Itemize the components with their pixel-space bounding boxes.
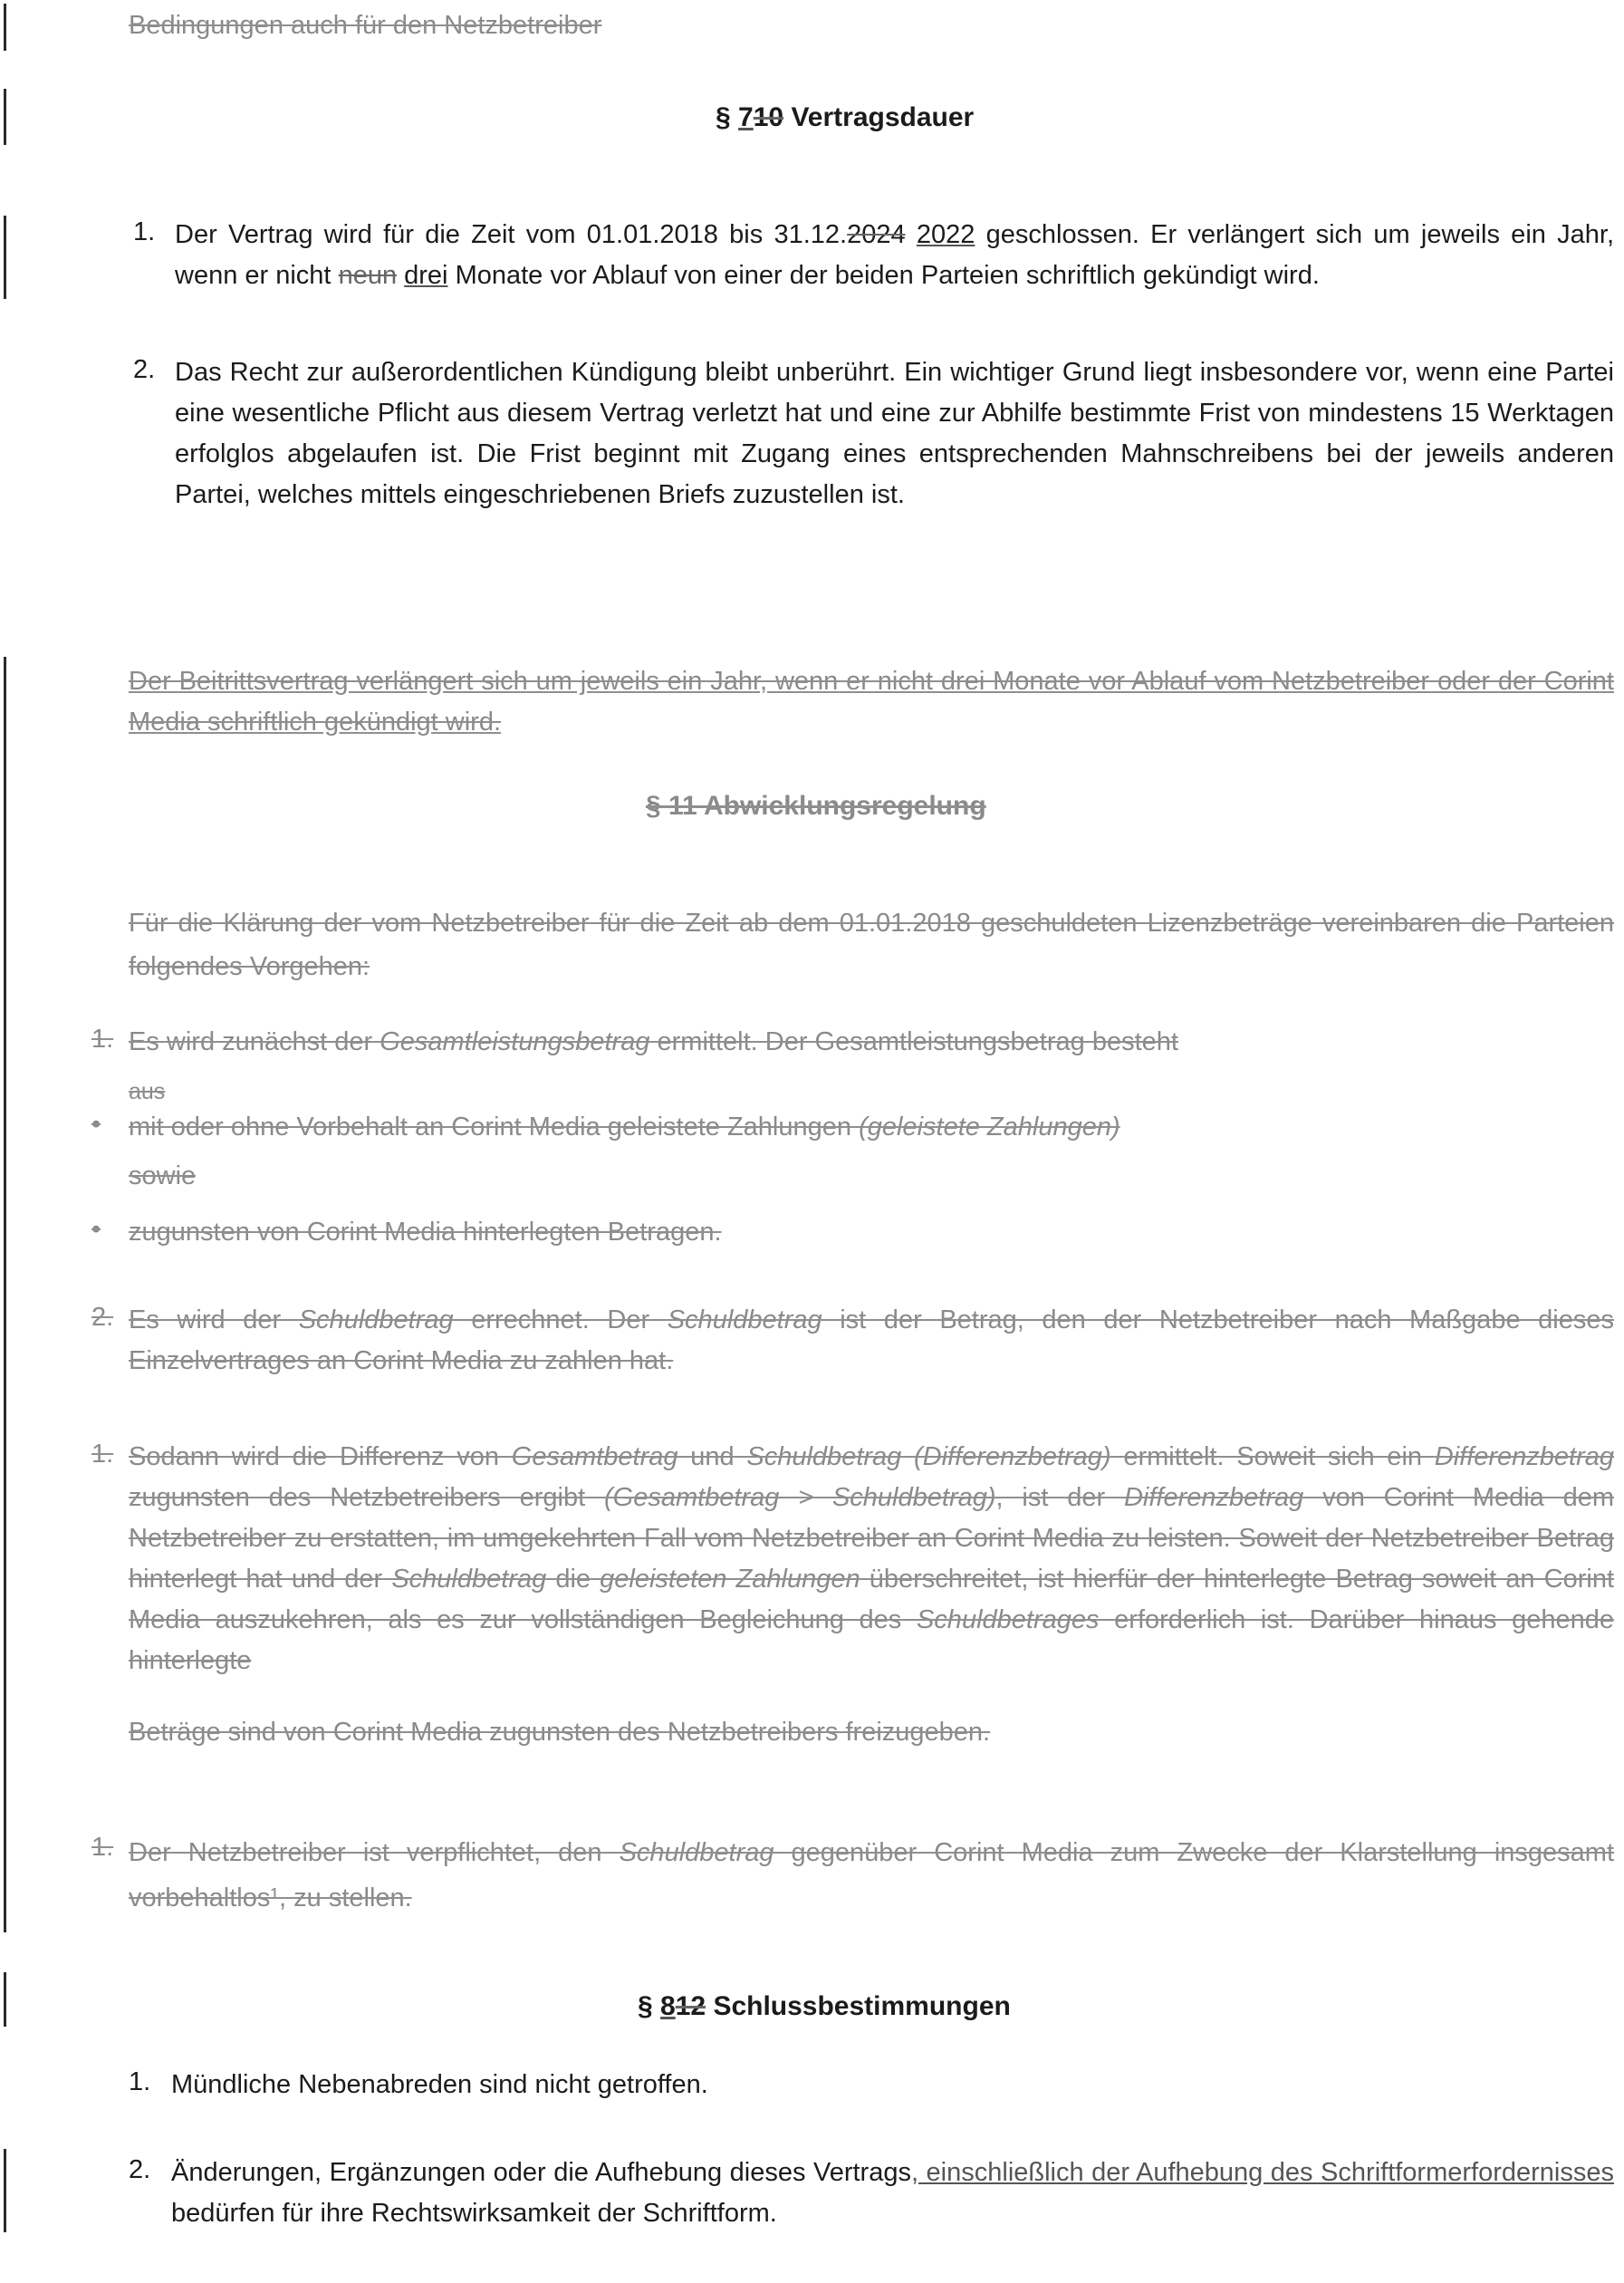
list-item: Sodann wird die Differenz von Gesamtbetrag und Schuldbetrag (Differenzbetrag) ermittelt. Soweit sich ein Differenzbetrag zugunsten des Netzbetreibers ergibt (Gesamtbetrag > Schuldbetrag), ist der Differenzbetrag von Corint Media dem Netzbetreiber zu erstatten, im umgekehrten Fall vom Netzbetreiber an Corint Media zu leisten. Soweit der Netzbetreiber Betrag hinterlegt hat und der Schuldbetrag die geleisteten Zahlungen überschreitet, ist hierfür der hinterlegte Betrag soweit an Corint Media auszukehren, als es zur vollständigen Begleichung des Schuldbetrages erforderlich ist. Darüber hinaus gehende hinterlegte (129, 1442, 1615, 1675)
bullet: • (91, 1110, 101, 1139)
change-bar (4, 1972, 6, 2027)
list-item: Der Netzbetreiber ist verpflichtet, den Schuldbetrag gegenüber Corint Media zum Zwecke der Klarstellung insgesamt vorbehaltlos¹, zu stellen. (129, 1838, 1615, 1912)
bullet-item-continuation: sowie (129, 1161, 197, 1190)
list-number: 2. (129, 2155, 151, 2184)
inserted-text: , einschließlich der Aufhebung des Schriftformerfordernisses (910, 2158, 1614, 2187)
section-number-inserted: 7 (738, 102, 754, 132)
list-number: 1. (129, 2067, 151, 2096)
deleted-text: neun (338, 261, 398, 290)
section-number-deleted: 12 (675, 1991, 706, 2021)
list-number: 1. (91, 1833, 114, 1862)
bullet-item: zugunsten von Corint Media hinterlegten Betragen. (129, 1218, 722, 1247)
section-number-deleted: 10 (753, 102, 784, 132)
change-bar (4, 216, 6, 299)
change-bar (4, 657, 6, 1932)
section-sign: § (716, 102, 731, 132)
list-number: 2. (91, 1303, 114, 1332)
list-number: 2. (133, 355, 156, 384)
list-item: Das Recht zur außerordentlichen Kündigung bleibt unberührt. Ein wichtiger Grund liegt insbesondere vor, wenn eine Partei eine wesentliche Pflicht aus diesem Vertrag verletzt hat und eine zur Abhilfe bestimmte Frist von mindestens 15 Werktagen erfolglos abgelaufen ist. Die Frist beginnt mit Zugang eines entsprechenden Mahnschreibens bei der jeweils anderen Partei, welches mittels eingeschriebenen Briefs zuzustellen ist. (175, 358, 1614, 509)
top-line: Bedingungen auch für den Netzbetreiber (129, 11, 602, 40)
list-item: Änderungen, Ergänzungen oder die Aufhebung dieses Vertrags, einschließlich der Aufhebung des Schriftformerfordernisses bedürfen für ihre Rechtswirksamkeit der Schriftform. (171, 2158, 1614, 2228)
change-bar (4, 2149, 6, 2232)
section-sign: § (638, 1991, 653, 2021)
document-page: Bedingungen auch für den Netzbetreiber § 710 Vertragsdauer 1. Der Vertrag wird für die Zeit vom 01.01.2018 bis 31.12.2024 2022 geschlossen. Er verlängert sich um jeweils ein Jahr, wenn er nicht neun drei Monate vor Ablauf von einer der beiden Parteien schriftlich gekündigt wird. 2. Das Recht zur außerordentlichen Kündigung bleibt unberührt. Ein wichtiger Grund liegt insbesondere vor, wenn eine Partei eine wesentliche Pflicht aus diesem Vertrag verletzt hat und eine zur Abhilfe bestimmte Frist von mindestens 15 Werktagen erfolglos abgelaufen ist. Die Frist beginnt mit Zugang eines entsprechenden Mahnschreibens bei der jeweils anderen Partei, welches mittels eingeschriebenen Briefs zuzustellen ist. Der Beitrittsvertrag verlängert sich um jeweils ein Jahr, wenn er nicht drei Monate vor Ablauf vom Netzbetreiber oder der Corint Media schriftlich gekündigt wird. § 11 Abwicklungsregelung Für die Klärung der vom Netzbetreiber für die Zeit ab dem 01.01.2018 geschuldeten Lizenzbeträge vereinbaren die Parteien folgendes Vorgehen: 1. Es wird zunächst der Gesamtleistungsbetrag ermittelt. Der Gesamtleistungsbetrag besteht aus • mit oder ohne Vorbehalt an Corint Media geleistete Zahlungen (geleistete Zahlungen) sowie • zugunsten von Corint Media hinterlegten Betragen. 2. Es wird der Schuldbetrag errechnet. Der Schuldbetrag ist der Betrag, den der Netzbetreiber nach Maßgabe dieses Einzelvertrages an Corint Media zu zahlen hat. 1. Sodann wird die Differenz von Gesamtbetrag und Schuldbetrag (Differenzbetrag) ermittelt. Soweit sich ein Differenzbetrag zugunsten des Netzbetreibers ergibt (Gesamtbetrag > Schuldbetrag), ist der Differenzbetrag von Corint Media dem Netzbetreiber zu erstatten, im umgekehrten Fall vom Netzbetreiber an Corint Media zu leisten. Soweit der Netzbetreiber Betrag hinterlegt hat und der Schuldbetrag die geleisteten Zahlungen überschreitet, ist hierfür der hinterlegte Betrag soweit an Corint Media auszukehren, als es zur vollständigen Begleichung des Schuldbetrages erforderlich ist. Darüber hinaus gehende hinterlegte Beträge sind von Corint Media zugunsten des Netzbetreibers freizugeben. 1. Der Netzbetreiber ist verpflichtet, den Schuldbetrag gegenüber Corint Media zum Zwecke der Klarstellung insgesamt vorbehaltlos¹, zu stellen. § 812 Schlussbestimmungen 1. Mündliche Nebenabreden sind nicht getroffen. 2. Änderungen, Ergänzungen oder die Aufhebung dieses Vertrags, einschließlich der Aufhebung des Schriftformerfordernisses bedürfen für ihre Rechtswirksamkeit der Schriftform. (0, 0, 1624, 2283)
inserted-text: drei (404, 261, 448, 290)
change-bar (4, 4, 6, 51)
list-item: Es wird zunächst der Gesamtleistungsbetrag ermittelt. Der Gesamtleistungsbetrag besteht (129, 1027, 1178, 1056)
section-title: Vertragsdauer (791, 102, 975, 132)
list-item: Der Vertrag wird für die Zeit vom 01.01.2018 bis 31.12.2024 2022 geschlossen. Er verlängert sich um jeweils ein Jahr, wenn er nicht neun drei Monate vor Ablauf von einer der beiden Parteien schriftlich gekündigt wird. (175, 220, 1614, 290)
section-11-intro: Für die Klärung der vom Netzbetreiber für die Zeit ab dem 01.01.2018 geschuldeten Lizenzbeträge vereinbaren die Parteien folgendes Vorgehen: (129, 909, 1614, 981)
list-item-continuation: aus (129, 1079, 166, 1104)
section-title: Schlussbestimmungen (713, 1991, 1011, 2021)
bullet-item: mit oder ohne Vorbehalt an Corint Media geleistete Zahlungen (geleistete Zahlungen) (129, 1113, 1120, 1142)
inserted-text: 2022 (916, 220, 975, 249)
bullet: • (91, 1215, 101, 1244)
list-number: 1. (133, 217, 156, 246)
deleted-paragraph: Der Beitrittsvertrag verlängert sich um jeweils ein Jahr, wenn er nicht drei Monate vor Ablauf vom Netzbetreiber oder der Corint Media schriftlich gekündigt wird. (129, 667, 1614, 737)
list-number: 1. (91, 1440, 114, 1469)
list-item: Mündliche Nebenabreden sind nicht getroffen. (171, 2070, 708, 2099)
change-bar (4, 89, 6, 145)
list-item-continuation: Beträge sind von Corint Media zugunsten des Netzbetreibers freizugeben. (129, 1718, 991, 1747)
list-number: 1. (91, 1025, 114, 1054)
list-item: Es wird der Schuldbetrag errechnet. Der Schuldbetrag ist der Betrag, den der Netzbetreiber nach Maßgabe dieses Einzelvertrages an Corint Media zu zahlen hat. (129, 1305, 1614, 1375)
section-number-inserted: 8 (660, 1991, 676, 2021)
deleted-text: 2024 (847, 220, 906, 249)
